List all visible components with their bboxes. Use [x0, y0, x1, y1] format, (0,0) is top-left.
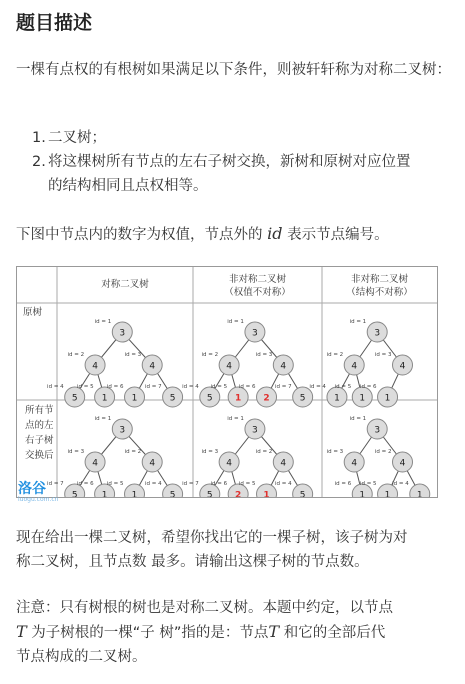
tree-figure-canvas — [17, 267, 437, 497]
node-id-label: id = 3 — [255, 352, 273, 358]
node-id-label: id = 6 — [76, 481, 94, 487]
node-id-label: id = 6 — [359, 384, 377, 390]
node-id-label: id = 2 — [124, 449, 142, 455]
node-weight: 5 — [206, 393, 213, 404]
node-id-label: id = 2 — [201, 352, 219, 358]
note-text: 节点构成的二叉树。 — [16, 649, 147, 665]
intro-text: 一棵有点权的有根树如果满足以下条件，则被轩轩称为对称二叉树： — [16, 62, 451, 78]
row-label: 所有节点的左右子树交换后 — [25, 405, 54, 461]
intro-paragraph — [16, 58, 452, 82]
column-title: 非对称二叉树 — [228, 274, 287, 285]
note-paragraph — [16, 596, 452, 669]
node-weight: 1 — [131, 393, 138, 404]
node-weight: 4 — [226, 458, 232, 469]
node-weight: 2 — [263, 393, 270, 404]
node-id-label: id = 3 — [201, 449, 219, 455]
condition-text: 的结构相同且点权相等。 — [48, 178, 208, 194]
node-weight: 4 — [226, 361, 232, 372]
node-weight: 5 — [169, 393, 176, 404]
node-weight: 1 — [359, 490, 366, 497]
node-weight: 5 — [71, 393, 78, 404]
task-paragraph — [16, 526, 452, 574]
node-id-label: id = 7 — [47, 481, 64, 487]
column-subtitle: （结构不对称） — [346, 287, 413, 298]
node-weight: 4 — [149, 458, 156, 469]
conditions-list — [32, 126, 452, 198]
node-weight: 4 — [399, 361, 406, 372]
node-weight: 1 — [334, 393, 340, 404]
column-title: 对称二叉树 — [101, 279, 149, 290]
node-id-label: id = 6 — [334, 481, 352, 487]
math-id: id — [267, 224, 283, 243]
node-weight: 5 — [299, 490, 306, 497]
node-weight: 1 — [416, 490, 423, 497]
node-weight: 4 — [280, 458, 287, 469]
node-id-label: id = 7 — [144, 384, 162, 390]
tree-figure — [16, 266, 438, 498]
note-text: 和它的全部后代 — [279, 625, 386, 641]
node-id-label: id = 1 — [227, 319, 244, 325]
column-title: 非对称二叉树 — [350, 274, 409, 285]
condition-text: 将这棵树所有节点的左右子树交换，新树和原树对应位置 — [48, 154, 411, 170]
node-id-label: id = 5 — [210, 384, 228, 390]
figure-intro-paragraph — [16, 222, 452, 247]
node-weight: 4 — [399, 458, 406, 469]
node-id-label: id = 7 — [182, 481, 199, 487]
node-id-label: id = 6 — [210, 481, 228, 487]
condition-item-1 — [32, 126, 452, 150]
node-weight: 5 — [299, 393, 306, 404]
node-id-label: id = 5 — [76, 384, 94, 390]
note-text: 注意：只有树根的树也是对称二叉树。本题中约定，以节点 — [16, 600, 393, 616]
node-weight: 5 — [169, 490, 176, 497]
node-weight: 4 — [92, 361, 98, 372]
figure-intro-after: 表示节点编号。 — [287, 227, 389, 243]
node-weight: 2 — [235, 490, 242, 497]
node-weight: 5 — [71, 490, 78, 497]
node-id-label: id = 4 — [309, 384, 326, 390]
watermark-subtext: luogu.com.cn — [18, 496, 59, 503]
math-t: T — [268, 622, 280, 641]
node-weight: 3 — [374, 425, 381, 436]
node-weight: 5 — [206, 490, 213, 497]
node-weight: 1 — [384, 490, 391, 497]
node-weight: 3 — [374, 328, 381, 339]
node-id-label: id = 1 — [94, 319, 112, 325]
node-id-label: id = 2 — [67, 352, 85, 358]
note-line — [16, 596, 452, 620]
note-line — [16, 645, 452, 669]
node-weight: 1 — [263, 490, 270, 497]
node-weight: 1 — [101, 393, 108, 404]
section-heading: 题目描述 — [16, 12, 93, 34]
task-line: 现在给出一棵二叉树，希望你找出它的一棵子树，该子树为对 — [16, 530, 408, 546]
node-weight: 4 — [280, 361, 287, 372]
condition-number: 2. — [32, 154, 46, 170]
math-t: T — [16, 622, 27, 641]
row-label: 原树 — [23, 307, 43, 318]
node-weight: 4 — [92, 458, 98, 469]
node-weight: 1 — [235, 393, 242, 404]
node-weight: 4 — [351, 458, 358, 469]
node-weight: 3 — [119, 328, 126, 339]
node-id-label: id = 4 — [275, 481, 292, 487]
node-id-label: id = 4 — [144, 481, 162, 487]
node-id-label: id = 6 — [106, 384, 124, 390]
node-weight: 4 — [149, 361, 156, 372]
node-id-label: id = 1 — [94, 416, 112, 422]
node-id-label: id = 3 — [124, 352, 142, 358]
node-weight: 1 — [359, 393, 366, 404]
node-id-label: id = 5 — [359, 481, 377, 487]
node-id-label: id = 1 — [349, 319, 367, 325]
luogu-watermark — [18, 478, 58, 503]
node-id-label: id = 4 — [182, 384, 199, 390]
node-id-label: id = 3 — [67, 449, 85, 455]
figure-intro-before: 下图中节点内的数字为权值，节点外的 — [16, 227, 263, 243]
node-id-label: id = 1 — [349, 416, 367, 422]
node-id-label: id = 7 — [275, 384, 292, 390]
node-id-label: id = 5 — [106, 481, 124, 487]
node-id-label: id = 2 — [374, 449, 392, 455]
note-line — [16, 620, 452, 645]
node-id-label: id = 4 — [392, 481, 409, 487]
note-text: 为子树根的一棵“子 树”指的是：节点 — [26, 625, 269, 641]
node-id-label: id = 6 — [238, 384, 256, 390]
node-weight: 1 — [384, 393, 391, 404]
condition-number: 1. — [32, 130, 46, 146]
node-weight: 3 — [252, 328, 258, 339]
node-weight: 1 — [101, 490, 108, 497]
column-subtitle: （权值不对称） — [224, 287, 291, 298]
watermark-text: 洛谷 — [18, 481, 46, 497]
node-weight: 3 — [252, 425, 258, 436]
task-line: 称二叉树，且节点数 最多。请输出这棵子树的节点数。 — [16, 554, 369, 570]
condition-text: 二叉树； — [48, 130, 106, 146]
node-id-label: id = 5 — [334, 384, 352, 390]
node-id-label: id = 4 — [47, 384, 64, 390]
condition-item-2 — [32, 150, 452, 198]
node-weight: 1 — [131, 490, 138, 497]
node-id-label: id = 3 — [374, 352, 392, 358]
node-weight: 4 — [351, 361, 358, 372]
node-id-label: id = 3 — [326, 449, 344, 455]
node-weight: 3 — [119, 425, 126, 436]
node-id-label: id = 5 — [238, 481, 256, 487]
node-id-label: id = 1 — [227, 416, 244, 422]
node-id-label: id = 2 — [326, 352, 344, 358]
node-id-label: id = 2 — [255, 449, 273, 455]
